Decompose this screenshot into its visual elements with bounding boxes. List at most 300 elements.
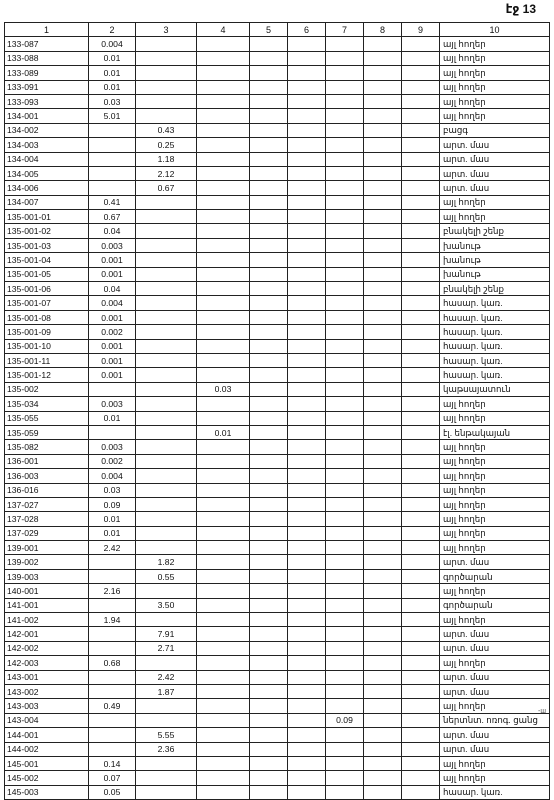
value-col7-cell bbox=[326, 598, 364, 612]
value-col8-cell bbox=[364, 771, 402, 785]
table-row bbox=[5, 756, 550, 770]
value-col8-cell bbox=[364, 483, 402, 497]
parcel-code-cell: 135-059 bbox=[5, 425, 89, 439]
value-col6-cell bbox=[288, 267, 326, 281]
value-col7-cell bbox=[326, 210, 364, 224]
value-col7-cell bbox=[326, 51, 364, 65]
parcel-code-cell: 141-001 bbox=[5, 598, 89, 612]
value-col2-cell: 0.01 bbox=[89, 411, 136, 425]
value-col8-cell bbox=[364, 282, 402, 296]
table-row bbox=[5, 598, 550, 612]
value-col2-cell bbox=[89, 742, 136, 756]
parcel-code-cell: 133-087 bbox=[5, 37, 89, 51]
land-use-cell: այլ հողեր bbox=[440, 541, 550, 555]
table-row bbox=[5, 497, 550, 511]
value-col8-cell bbox=[364, 109, 402, 123]
value-col5-cell bbox=[250, 771, 288, 785]
value-col6-cell bbox=[288, 454, 326, 468]
table-row bbox=[5, 483, 550, 497]
value-col2-cell: 1.94 bbox=[89, 613, 136, 627]
value-col2-cell: 0.05 bbox=[89, 785, 136, 799]
value-col9-cell bbox=[402, 238, 440, 252]
land-use-cell: հասար. կառ. bbox=[440, 353, 550, 367]
value-col2-cell: 0.03 bbox=[89, 483, 136, 497]
value-col3-cell: 2.71 bbox=[136, 641, 197, 655]
value-col7-cell bbox=[326, 627, 364, 641]
value-col6-cell bbox=[288, 152, 326, 166]
table-row bbox=[5, 728, 550, 742]
parcel-code-cell: 135-055 bbox=[5, 411, 89, 425]
land-use-cell: այլ հողեր bbox=[440, 51, 550, 65]
parcel-code-cell: 135-001-03 bbox=[5, 238, 89, 252]
value-col7-cell bbox=[326, 440, 364, 454]
parcel-code-cell: 135-001-05 bbox=[5, 267, 89, 281]
land-use-cell: կաթսայատուն bbox=[440, 382, 550, 396]
value-col7-cell bbox=[326, 756, 364, 770]
table-row bbox=[5, 267, 550, 281]
value-col4-cell bbox=[197, 109, 250, 123]
value-col6-cell bbox=[288, 713, 326, 727]
value-col6-cell bbox=[288, 353, 326, 367]
value-col7-cell bbox=[326, 641, 364, 655]
value-col6-cell bbox=[288, 37, 326, 51]
value-col9-cell bbox=[402, 368, 440, 382]
value-col5-cell bbox=[250, 670, 288, 684]
value-col2-cell bbox=[89, 641, 136, 655]
table-row bbox=[5, 166, 550, 180]
value-col9-cell bbox=[402, 166, 440, 180]
table-row bbox=[5, 641, 550, 655]
value-col5-cell bbox=[250, 210, 288, 224]
value-col6-cell bbox=[288, 138, 326, 152]
value-col3-cell: 1.82 bbox=[136, 555, 197, 569]
value-col5-cell bbox=[250, 598, 288, 612]
value-col2-cell bbox=[89, 166, 136, 180]
value-col8-cell bbox=[364, 382, 402, 396]
value-col9-cell bbox=[402, 411, 440, 425]
land-use-cell: այլ հողեր bbox=[440, 454, 550, 468]
value-col4-cell bbox=[197, 771, 250, 785]
value-col6-cell bbox=[288, 411, 326, 425]
value-col4-cell bbox=[197, 656, 250, 670]
value-col8-cell bbox=[364, 756, 402, 770]
value-col2-cell: 0.01 bbox=[89, 512, 136, 526]
value-col3-cell: 2.36 bbox=[136, 742, 197, 756]
value-col3-cell: 2.12 bbox=[136, 166, 197, 180]
value-col7-cell bbox=[326, 584, 364, 598]
value-col4-cell bbox=[197, 66, 250, 80]
value-col8-cell bbox=[364, 181, 402, 195]
parcel-code-cell: 144-001 bbox=[5, 728, 89, 742]
value-col8-cell bbox=[364, 51, 402, 65]
value-col7-cell bbox=[326, 541, 364, 555]
value-col6-cell bbox=[288, 296, 326, 310]
value-col2-cell bbox=[89, 152, 136, 166]
value-col7-cell bbox=[326, 181, 364, 195]
table-body bbox=[5, 37, 550, 800]
value-col7-cell bbox=[326, 555, 364, 569]
land-use-cell: այլ հողեր bbox=[440, 397, 550, 411]
value-col2-cell: 2.42 bbox=[89, 541, 136, 555]
column-header: 9 bbox=[402, 23, 440, 37]
value-col5-cell bbox=[250, 368, 288, 382]
table-row bbox=[5, 51, 550, 65]
value-col6-cell bbox=[288, 584, 326, 598]
value-col8-cell bbox=[364, 425, 402, 439]
value-col3-cell bbox=[136, 584, 197, 598]
value-col7-cell bbox=[326, 195, 364, 209]
value-col3-cell bbox=[136, 483, 197, 497]
value-col5-cell bbox=[250, 66, 288, 80]
value-col4-cell bbox=[197, 80, 250, 94]
value-col9-cell bbox=[402, 66, 440, 80]
value-col7-cell bbox=[326, 66, 364, 80]
value-col6-cell bbox=[288, 555, 326, 569]
land-use-cell: այլ հողեր bbox=[440, 656, 550, 670]
parcel-code-cell: 134-006 bbox=[5, 181, 89, 195]
value-col9-cell bbox=[402, 80, 440, 94]
table-row bbox=[5, 253, 550, 267]
value-col3-cell bbox=[136, 713, 197, 727]
column-header: 7 bbox=[326, 23, 364, 37]
land-use-cell: այլ հողեր bbox=[440, 756, 550, 770]
value-col7-cell bbox=[326, 425, 364, 439]
value-col7-cell bbox=[326, 728, 364, 742]
value-col3-cell bbox=[136, 785, 197, 799]
value-col5-cell bbox=[250, 483, 288, 497]
value-col4-cell bbox=[197, 713, 250, 727]
value-col4-cell bbox=[197, 166, 250, 180]
value-col5-cell bbox=[250, 339, 288, 353]
value-col5-cell bbox=[250, 756, 288, 770]
value-col6-cell bbox=[288, 123, 326, 137]
land-use-cell: հասար. կառ. bbox=[440, 325, 550, 339]
value-col3-cell bbox=[136, 282, 197, 296]
value-col7-cell bbox=[326, 339, 364, 353]
value-col9-cell bbox=[402, 195, 440, 209]
value-col7-cell bbox=[326, 253, 364, 267]
value-col7-cell bbox=[326, 94, 364, 108]
parcel-code-cell: 135-001-02 bbox=[5, 224, 89, 238]
value-col6-cell bbox=[288, 195, 326, 209]
value-col8-cell bbox=[364, 469, 402, 483]
value-col9-cell bbox=[402, 339, 440, 353]
value-col5-cell bbox=[250, 325, 288, 339]
value-col3-cell bbox=[136, 353, 197, 367]
value-col6-cell bbox=[288, 526, 326, 540]
value-col5-cell bbox=[250, 353, 288, 367]
value-col2-cell bbox=[89, 123, 136, 137]
value-col3-cell bbox=[136, 238, 197, 252]
value-col8-cell bbox=[364, 728, 402, 742]
table-row bbox=[5, 238, 550, 252]
table-row bbox=[5, 512, 550, 526]
value-col3-cell: 0.25 bbox=[136, 138, 197, 152]
parcel-code-cell: 136-016 bbox=[5, 483, 89, 497]
value-col8-cell bbox=[364, 397, 402, 411]
parcel-code-cell: 143-004 bbox=[5, 713, 89, 727]
value-col3-cell bbox=[136, 771, 197, 785]
value-col9-cell bbox=[402, 454, 440, 468]
table-row bbox=[5, 713, 550, 727]
table-row bbox=[5, 584, 550, 598]
value-col4-cell: 0.03 bbox=[197, 382, 250, 396]
value-col9-cell bbox=[402, 742, 440, 756]
value-col9-cell bbox=[402, 785, 440, 799]
parcel-code-cell: 135-082 bbox=[5, 440, 89, 454]
parcel-code-cell: 134-002 bbox=[5, 123, 89, 137]
land-use-cell: այլ հողեր bbox=[440, 497, 550, 511]
value-col5-cell bbox=[250, 555, 288, 569]
value-col5-cell bbox=[250, 699, 288, 713]
column-header: 2 bbox=[89, 23, 136, 37]
value-col4-cell bbox=[197, 138, 250, 152]
land-use-cell: գործարան bbox=[440, 569, 550, 583]
value-col5-cell bbox=[250, 37, 288, 51]
value-col9-cell bbox=[402, 440, 440, 454]
land-use-cell: այլ հողեր bbox=[440, 210, 550, 224]
value-col2-cell: 0.002 bbox=[89, 454, 136, 468]
table-row bbox=[5, 296, 550, 310]
value-col9-cell bbox=[402, 555, 440, 569]
value-col4-cell bbox=[197, 282, 250, 296]
value-col7-cell bbox=[326, 569, 364, 583]
value-col6-cell bbox=[288, 368, 326, 382]
value-col3-cell bbox=[136, 296, 197, 310]
parcel-code-cell: 134-005 bbox=[5, 166, 89, 180]
value-col9-cell bbox=[402, 267, 440, 281]
value-col4-cell bbox=[197, 641, 250, 655]
value-col5-cell bbox=[250, 641, 288, 655]
value-col6-cell bbox=[288, 325, 326, 339]
page-number: էջ 13 bbox=[505, 2, 536, 16]
value-col5-cell bbox=[250, 627, 288, 641]
value-col7-cell bbox=[326, 397, 364, 411]
value-col9-cell bbox=[402, 584, 440, 598]
value-col8-cell bbox=[364, 66, 402, 80]
value-col5-cell bbox=[250, 469, 288, 483]
value-col3-cell bbox=[136, 325, 197, 339]
value-col7-cell bbox=[326, 353, 364, 367]
value-col6-cell bbox=[288, 627, 326, 641]
value-col5-cell bbox=[250, 51, 288, 65]
value-col3-cell bbox=[136, 425, 197, 439]
land-use-cell: բացգ bbox=[440, 123, 550, 137]
value-col5-cell bbox=[250, 785, 288, 799]
value-col6-cell bbox=[288, 109, 326, 123]
land-use-cell: արտ. մաս bbox=[440, 181, 550, 195]
column-header: 10 bbox=[440, 23, 550, 37]
value-col4-cell bbox=[197, 728, 250, 742]
value-col6-cell bbox=[288, 397, 326, 411]
value-col9-cell bbox=[402, 37, 440, 51]
value-col5-cell bbox=[250, 238, 288, 252]
value-col9-cell bbox=[402, 483, 440, 497]
value-col7-cell bbox=[326, 80, 364, 94]
value-col6-cell bbox=[288, 483, 326, 497]
value-col2-cell: 5.01 bbox=[89, 109, 136, 123]
value-col4-cell bbox=[197, 699, 250, 713]
table-row bbox=[5, 425, 550, 439]
value-col2-cell: 0.001 bbox=[89, 253, 136, 267]
value-col2-cell: 0.04 bbox=[89, 224, 136, 238]
value-col5-cell bbox=[250, 569, 288, 583]
value-col9-cell bbox=[402, 138, 440, 152]
value-col6-cell bbox=[288, 613, 326, 627]
value-col3-cell bbox=[136, 613, 197, 627]
parcel-code-cell: 135-001-01 bbox=[5, 210, 89, 224]
value-col9-cell bbox=[402, 541, 440, 555]
value-col5-cell bbox=[250, 123, 288, 137]
value-col4-cell bbox=[197, 785, 250, 799]
land-use-cell: արտ. մաս bbox=[440, 627, 550, 641]
table-row bbox=[5, 569, 550, 583]
value-col8-cell bbox=[364, 627, 402, 641]
parcel-code-cell: 133-091 bbox=[5, 80, 89, 94]
value-col7-cell bbox=[326, 771, 364, 785]
parcel-code-cell: 135-001-07 bbox=[5, 296, 89, 310]
value-col2-cell: 0.01 bbox=[89, 66, 136, 80]
value-col2-cell: 0.67 bbox=[89, 210, 136, 224]
value-col2-cell: 0.68 bbox=[89, 656, 136, 670]
value-col3-cell bbox=[136, 526, 197, 540]
land-use-cell: այլ հողեր bbox=[440, 526, 550, 540]
land-use-cell: այլ հողեր bbox=[440, 771, 550, 785]
value-col7-cell bbox=[326, 296, 364, 310]
value-col8-cell bbox=[364, 37, 402, 51]
value-col8-cell bbox=[364, 195, 402, 209]
value-col3-cell: 5.55 bbox=[136, 728, 197, 742]
value-col7-cell bbox=[326, 224, 364, 238]
value-col6-cell bbox=[288, 742, 326, 756]
value-col2-cell: 0.001 bbox=[89, 267, 136, 281]
value-col8-cell bbox=[364, 440, 402, 454]
value-col7-cell bbox=[326, 785, 364, 799]
table-row bbox=[5, 541, 550, 555]
land-use-cell: արտ. մաս bbox=[440, 555, 550, 569]
land-use-cell: արտ. մաս bbox=[440, 684, 550, 698]
value-col2-cell: 0.03 bbox=[89, 94, 136, 108]
value-col6-cell bbox=[288, 541, 326, 555]
value-col5-cell bbox=[250, 713, 288, 727]
value-col4-cell bbox=[197, 742, 250, 756]
value-col7-cell bbox=[326, 613, 364, 627]
header-row bbox=[5, 23, 550, 37]
value-col6-cell bbox=[288, 756, 326, 770]
value-col8-cell bbox=[364, 785, 402, 799]
parcel-code-cell: 142-002 bbox=[5, 641, 89, 655]
value-col7-cell bbox=[326, 656, 364, 670]
table-row bbox=[5, 526, 550, 540]
value-col4-cell bbox=[197, 238, 250, 252]
value-col2-cell: 0.49 bbox=[89, 699, 136, 713]
value-col9-cell bbox=[402, 94, 440, 108]
value-col7-cell bbox=[326, 37, 364, 51]
value-col4-cell bbox=[197, 123, 250, 137]
table-row bbox=[5, 742, 550, 756]
value-col3-cell: 1.18 bbox=[136, 152, 197, 166]
value-col7-cell bbox=[326, 742, 364, 756]
value-col8-cell bbox=[364, 80, 402, 94]
value-col7-cell bbox=[326, 411, 364, 425]
table-row bbox=[5, 80, 550, 94]
value-col9-cell bbox=[402, 296, 440, 310]
land-use-cell: այլ հողեր bbox=[440, 613, 550, 627]
value-col5-cell bbox=[250, 656, 288, 670]
value-col8-cell bbox=[364, 555, 402, 569]
value-col9-cell bbox=[402, 51, 440, 65]
value-col7-cell bbox=[326, 325, 364, 339]
land-use-cell: այլ հողեր bbox=[440, 469, 550, 483]
value-col3-cell bbox=[136, 253, 197, 267]
value-col3-cell bbox=[136, 368, 197, 382]
land-use-cell: արտ. մաս bbox=[440, 152, 550, 166]
land-use-cell: արտ. մաս bbox=[440, 728, 550, 742]
value-col3-cell bbox=[136, 37, 197, 51]
table-row bbox=[5, 469, 550, 483]
value-col6-cell bbox=[288, 238, 326, 252]
value-col2-cell: 0.003 bbox=[89, 238, 136, 252]
value-col2-cell: 0.01 bbox=[89, 526, 136, 540]
value-col5-cell bbox=[250, 728, 288, 742]
value-col5-cell bbox=[250, 397, 288, 411]
value-col9-cell bbox=[402, 656, 440, 670]
table-row bbox=[5, 123, 550, 137]
value-col3-cell bbox=[136, 440, 197, 454]
value-col3-cell: 1.87 bbox=[136, 684, 197, 698]
value-col8-cell bbox=[364, 166, 402, 180]
table-row bbox=[5, 382, 550, 396]
value-col6-cell bbox=[288, 641, 326, 655]
value-col5-cell bbox=[250, 224, 288, 238]
value-col2-cell bbox=[89, 728, 136, 742]
value-col7-cell bbox=[326, 282, 364, 296]
parcel-code-cell: 144-002 bbox=[5, 742, 89, 756]
value-col5-cell bbox=[250, 541, 288, 555]
value-col7-cell bbox=[326, 469, 364, 483]
value-col6-cell bbox=[288, 51, 326, 65]
value-col3-cell bbox=[136, 310, 197, 324]
table-row bbox=[5, 310, 550, 324]
value-col2-cell: 0.004 bbox=[89, 469, 136, 483]
parcel-code-cell: 139-001 bbox=[5, 541, 89, 555]
value-col5-cell bbox=[250, 80, 288, 94]
land-use-cell: արտ. մաս bbox=[440, 670, 550, 684]
value-col3-cell bbox=[136, 512, 197, 526]
value-col3-cell bbox=[136, 454, 197, 468]
land-use-cell: այլ հողեր bbox=[440, 80, 550, 94]
value-col5-cell bbox=[250, 267, 288, 281]
parcel-code-cell: 133-093 bbox=[5, 94, 89, 108]
value-col8-cell bbox=[364, 454, 402, 468]
value-col3-cell bbox=[136, 267, 197, 281]
value-col6-cell bbox=[288, 771, 326, 785]
land-use-cell: այլ հողեր bbox=[440, 584, 550, 598]
table-row bbox=[5, 152, 550, 166]
value-col9-cell bbox=[402, 469, 440, 483]
value-col3-cell: 0.55 bbox=[136, 569, 197, 583]
value-col6-cell bbox=[288, 224, 326, 238]
table-row bbox=[5, 282, 550, 296]
land-use-cell: այլ հողեր bbox=[440, 195, 550, 209]
value-col9-cell bbox=[402, 684, 440, 698]
value-col5-cell bbox=[250, 526, 288, 540]
value-col2-cell bbox=[89, 138, 136, 152]
value-col7-cell bbox=[326, 152, 364, 166]
table-row bbox=[5, 555, 550, 569]
value-col2-cell: 0.003 bbox=[89, 397, 136, 411]
value-col3-cell bbox=[136, 195, 197, 209]
